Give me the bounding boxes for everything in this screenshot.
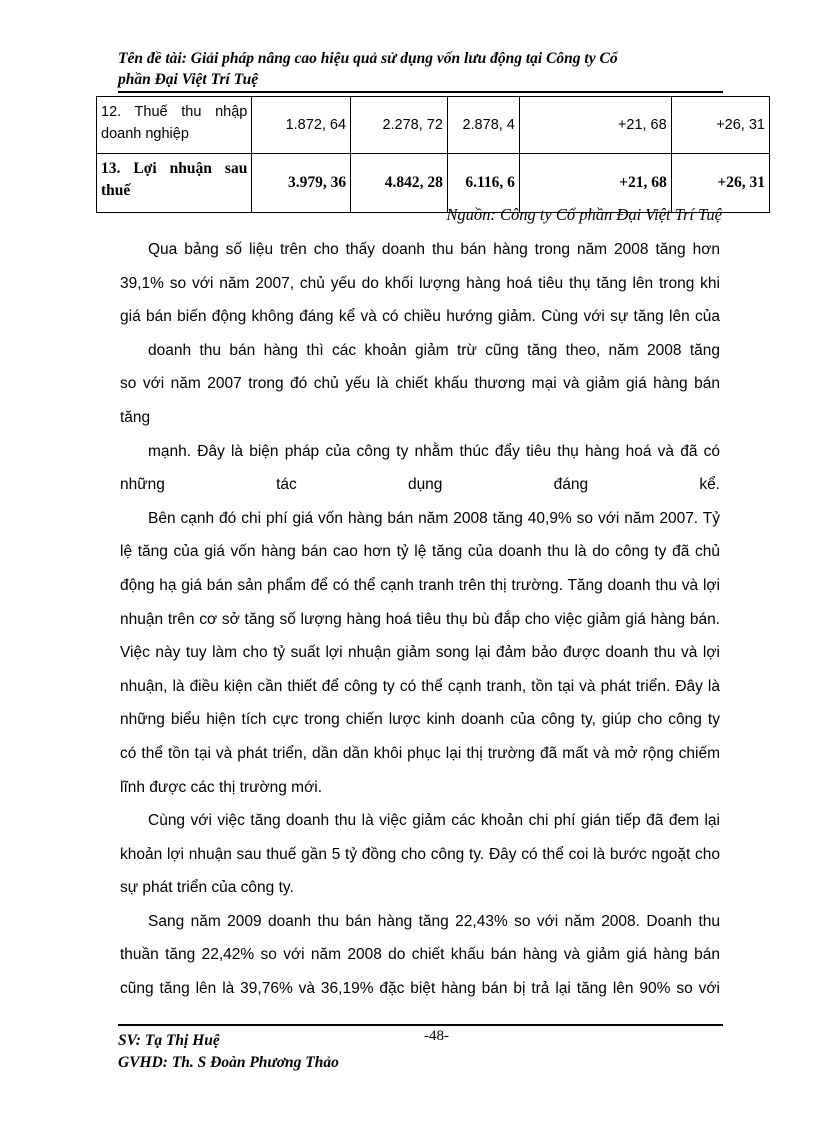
table-cell: +21, 68	[519, 154, 671, 213]
table-cell: +26, 31	[671, 97, 769, 154]
table-row	[97, 97, 770, 154]
text-line: Cùng với việc tăng doanh thu là việc giảm các khoản chi phí gián tiếp đã đem lại	[148, 812, 720, 830]
header-title-line2: phần Đại Việt Trí Tuệ	[118, 71, 259, 88]
text-line: nhuận, là điều kiện cần thiết để công ty có thể cạnh tranh, tồn tại và phát triển. Đây là	[120, 677, 720, 695]
text-line: Việc này tuy làm cho tỷ suất lợi nhuận giảm song lại đảm bảo được doanh thu và lợi	[120, 644, 720, 662]
text-line: nhuận trên cơ sở tăng số lượng hàng hoá tiêu thụ bù đắp cho việc giảm giá hàng bán.	[120, 610, 720, 628]
text-line: so với năm 2007 trong đó chủ yếu là chiết khấu thương mại và giảm giá hàng bán	[120, 375, 720, 393]
text-line: sự phát triển của công ty.	[120, 879, 294, 897]
body-text	[120, 233, 720, 1006]
text-line: lệ tăng của giá vốn hàng bán cao hơn tỷ lệ tăng của doanh thu là do công ty đã chủ	[120, 543, 720, 561]
text-line: cũng tăng lên là 39,76% và 36,19% đặc biệt hàng bán bị trả lại tăng lên 90% so với	[120, 980, 720, 998]
table-cell: 2.878, 4	[447, 97, 519, 154]
footer-supervisor: GVHD: Th. S Đoàn Phương Thảo	[118, 1054, 339, 1071]
text-line: doanh thu bán hàng thì các khoản giảm trừ cũng tăng theo, năm 2008 tăng	[148, 341, 720, 359]
row-label-line1: 12. Thuế thu nhập	[101, 104, 248, 120]
header-title-line1: Tên đề tài: Giải pháp nâng cao hiệu quả sử dụng vốn lưu động tại Công ty Cổ	[118, 50, 618, 67]
table-cell: +21, 68	[519, 97, 671, 154]
text-line: mạnh. Đây là biện pháp của công ty nhằm thúc đẩy tiêu thụ hàng hoá và đã có	[148, 442, 720, 460]
page-footer	[118, 1030, 339, 1074]
text-line: tăng	[120, 408, 151, 426]
text-line: khoản lợi nhuận sau thuế gần 5 tỷ đồng cho công ty. Đây có thể coi là bước ngoặt cho	[120, 845, 720, 863]
table-row	[97, 154, 770, 213]
text-line: có thể tồn tại và phát triển, dần dần khôi phục lại thị trường đã mất và mở rộng chiếm	[120, 744, 720, 762]
text-line: Qua bảng số liệu trên cho thấy doanh thu bán hàng trong năm 2008 tăng hơn	[148, 241, 720, 258]
row-label-line2: doanh nghiệp	[101, 126, 189, 142]
table-cell: 4.842, 28	[351, 154, 448, 213]
text-line: Bên cạnh đó chi phí giá vốn hàng bán năm 2008 tăng 40,9% so với năm 2007. Tỷ	[148, 509, 720, 527]
table-cell: 1.872, 64	[252, 97, 351, 154]
row-label	[97, 97, 252, 154]
table-cell: 3.979, 36	[252, 154, 351, 213]
page-number: -48-	[424, 1028, 449, 1044]
table-cell: +26, 31	[671, 154, 769, 213]
financial-table	[96, 96, 770, 213]
text-line: những tác dụng đáng kể.	[120, 476, 720, 494]
text-line: lĩnh được các thị trường mới.	[120, 778, 322, 796]
text-line: những biểu hiện tích cực trong chiến lược kinh doanh của công ty, giúp cho công ty	[120, 711, 720, 729]
table-cell: 2.278, 72	[351, 97, 448, 154]
table-cell: 6.116, 6	[447, 154, 519, 213]
page-header	[118, 48, 723, 93]
text-line: giá bán biến động không đáng kể và có chiều hướng giảm. Cùng với sự tăng lên của	[120, 308, 720, 326]
text-line: Sang năm 2009 doanh thu bán hàng tăng 22,43% so với năm 2008. Doanh thu	[148, 912, 720, 930]
row-label	[97, 154, 252, 213]
text-line: thuần tăng 22,42% so với năm 2008 do chiết khấu bán hàng và giảm giá hàng bán	[120, 946, 720, 964]
row-label-line1: 13. Lợi nhuận sau	[101, 160, 248, 177]
text-line: động hạ giá bán sản phẩm để có thể cạnh tranh trên thị trường. Tăng doanh thu và lợi	[120, 576, 720, 594]
table-source: Nguồn: Công ty Cổ phần Đại Việt Trí Tuệ	[446, 205, 722, 224]
text-line: 39,1% so với năm 2007, chủ yếu do khối lượng hàng hoá tiêu thụ tăng lên trong khi	[120, 274, 720, 292]
footer-student: SV: Tạ Thị Huệ	[118, 1032, 220, 1049]
row-label-line2: thuế	[101, 182, 131, 199]
footer-rule	[118, 1024, 723, 1026]
